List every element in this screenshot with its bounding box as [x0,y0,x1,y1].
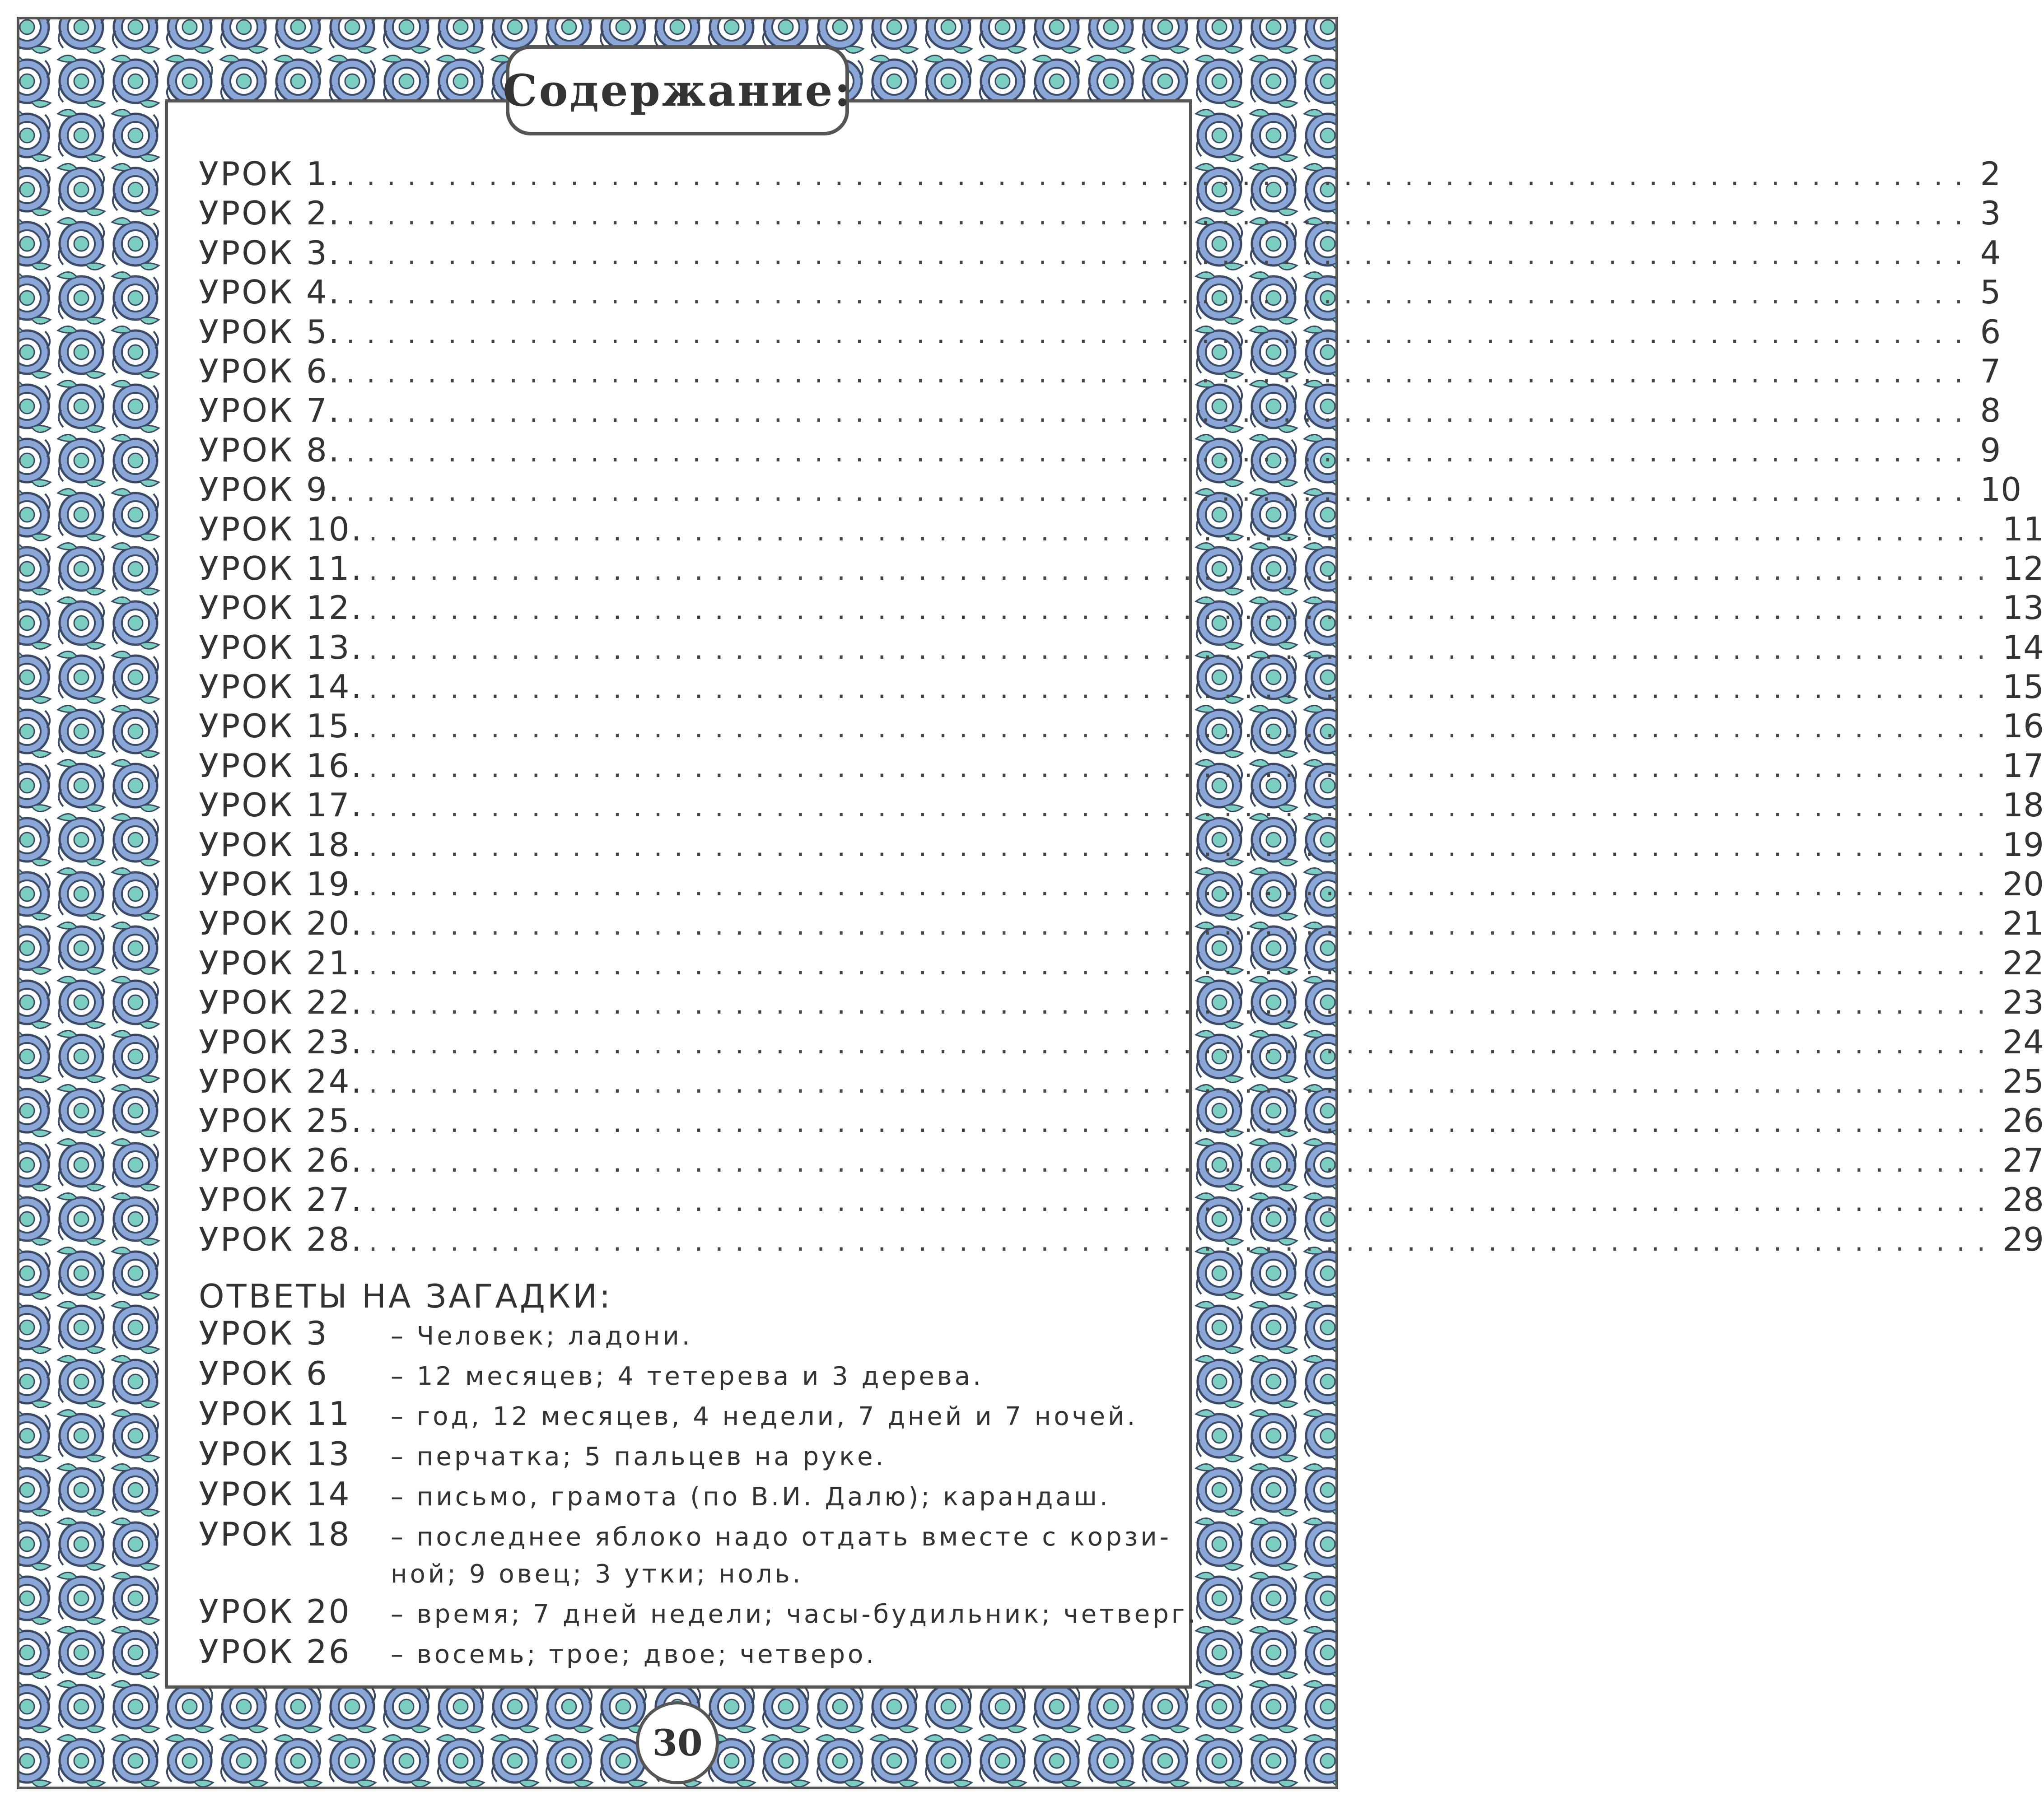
toc-entry-page: 8 [1980,391,2001,430]
toc-entry-label: УРОК 1. [199,155,341,193]
answer-text-continuation: ной; 9 овец; 3 утки; ноль. [391,1559,803,1589]
toc-entry-page: 28 [2002,1181,2044,1219]
toc-leader-dots: ................................................................................ [346,436,1975,468]
toc-entry [199,983,2044,1022]
answer-text: – год, 12 месяцев, 4 недели, 7 дней и 7 ночей. [391,1402,1138,1431]
toc-leader-dots: ................................................................................ [346,160,1975,192]
toc-entry [199,786,2044,825]
toc-leader-dots: ................................................................................ [369,633,1997,666]
toc-entry-label: УРОК 7. [199,391,341,430]
toc-leader-dots: ................................................................................ [369,989,1997,1021]
toc-entry [199,431,2001,470]
toc-leader-dots: ................................................................................ [369,1067,1997,1099]
toc-entry-page: 2 [1980,155,2001,193]
toc-leader-dots: ................................................................................ [346,200,1975,232]
toc-entry-label: УРОК 16. [199,746,364,785]
toc-entry [199,549,2044,588]
toc-entry-label: УРОК 8. [199,431,341,469]
toc-entry [199,667,2044,707]
toc-leader-dots: ................................................................................ [369,831,1997,863]
toc-entry [199,510,2044,549]
toc-entry-page: 5 [1980,273,2001,312]
answer-text: – восемь; трое; двое; четверо. [391,1640,877,1669]
toc-entry [199,707,2044,746]
toc-entry-label: УРОК 28. [199,1220,364,1258]
answer-text: – 12 месяцев; 4 тетерева и 3 дерева. [391,1362,984,1391]
toc-entry-page: 18 [2002,786,2044,824]
answer-row [199,1355,1170,1395]
toc-leader-dots: ................................................................................ [369,791,1997,824]
toc-leader-dots: ................................................................................ [369,870,1997,903]
toc-entry [199,391,2001,430]
toc-entry [199,746,2044,786]
toc-leader-dots: ................................................................................ [369,554,1997,586]
toc-entry-page: 15 [2002,668,2044,706]
toc-entry-page: 10 [1980,470,2022,509]
toc-entry-label: УРОК 19. [199,865,364,903]
answer-row [199,1476,1170,1516]
toc-entry-page: 19 [2002,825,2044,864]
toc-entry [199,944,2044,983]
toc-entry-label: УРОК 21. [199,944,364,982]
toc-leader-dots: ................................................................................ [369,515,1997,547]
toc-entry [199,825,2044,865]
toc-entry-page: 9 [1980,431,2001,469]
answer-lesson-label: УРОК 20 [199,1592,351,1630]
toc-entry-page: 17 [2002,746,2044,785]
toc-entry-page: 11 [2002,510,2044,548]
page-title: Содержание: [503,65,852,116]
answers-heading: ОТВЕТЫ НА ЗАГАДКИ: [199,1277,613,1315]
toc-entry-label: УРОК 25. [199,1102,364,1140]
toc-leader-dots: ................................................................................ [369,1146,1997,1178]
toc-entry-label: УРОК 10. [199,510,364,548]
toc-entry [199,865,2044,904]
answer-lesson-label: УРОК 3 [199,1314,329,1352]
toc-entry-label: УРОК 3. [199,233,341,272]
toc-entry [199,1062,2044,1101]
answer-text: – Человек; ладони. [391,1322,693,1351]
answer-lesson-label: УРОК 6 [199,1354,329,1392]
table-of-contents [199,154,2044,1259]
toc-entry [199,1023,2044,1062]
toc-leader-dots: ................................................................................ [369,1225,1997,1257]
answer-row [199,1315,1170,1355]
toc-leader-dots: ................................................................................ [369,910,1997,942]
toc-entry-page: 12 [2002,549,2044,587]
toc-entry-label: УРОК 12. [199,589,364,627]
toc-entry-label: УРОК 2. [199,194,341,233]
toc-entry [199,312,2001,352]
toc-entry-label: УРОК 13. [199,628,364,666]
answer-text: – перчатка; 5 пальцев на руке. [391,1442,887,1471]
toc-leader-dots: ................................................................................ [346,476,1975,508]
toc-leader-dots: ................................................................................ [369,1107,1997,1139]
answer-lesson-label: УРОК 11 [199,1395,351,1433]
toc-entry-page: 24 [2002,1023,2044,1061]
toc-entry-label: УРОК 14. [199,668,364,706]
toc-entry-label: УРОК 22. [199,983,364,1022]
toc-entry-page: 6 [1980,312,2001,351]
toc-entry-page: 14 [2002,628,2044,666]
toc-entry-label: УРОК 9. [199,470,341,509]
toc-entry [199,1101,2044,1140]
answer-lesson-label: УРОК 26 [199,1633,351,1671]
answer-row [199,1435,1170,1476]
toc-entry-page: 26 [2002,1102,2044,1140]
toc-entry [199,194,2001,233]
answer-row [199,1516,1170,1556]
toc-entry-label: УРОК 11. [199,549,364,587]
toc-leader-dots: ................................................................................ [369,949,1997,981]
toc-entry [199,470,2022,509]
toc-entry-page: 22 [2002,944,2044,982]
toc-leader-dots: ................................................................................ [369,1186,1997,1218]
toc-entry-page: 29 [2002,1220,2044,1258]
toc-leader-dots: ................................................................................ [346,318,1975,350]
toc-entry-page: 16 [2002,707,2044,745]
toc-entry-page: 4 [1980,233,2001,272]
toc-entry [199,1141,2044,1180]
answer-text: – время; 7 дней недели; часы-будильник; четверг. [391,1600,1198,1629]
toc-entry-label: УРОК 20. [199,904,364,943]
toc-entry-label: УРОК 6. [199,352,341,390]
toc-entry-label: УРОК 4. [199,273,341,312]
answer-text: – последнее яблоко надо отдать вместе с корзи- [391,1522,1171,1552]
answer-lesson-label: УРОК 13 [199,1435,351,1473]
toc-entry-page: 13 [2002,589,2044,627]
toc-entry [199,904,2044,943]
toc-leader-dots: ................................................................................ [369,673,1997,705]
toc-entry [199,233,2001,273]
toc-entry [199,588,2044,628]
toc-entry [199,352,2001,391]
toc-entry-label: УРОК 23. [199,1023,364,1061]
toc-leader-dots: ................................................................................ [369,752,1997,784]
toc-leader-dots: ................................................................................ [369,594,1997,626]
toc-entry-label: УРОК 26. [199,1141,364,1179]
toc-entry-page: 25 [2002,1062,2044,1100]
toc-leader-dots: ................................................................................ [346,239,1975,271]
toc-entry-label: УРОК 17. [199,786,364,824]
toc-entry [199,154,2001,194]
toc-entry-page: 23 [2002,983,2044,1022]
toc-entry-label: УРОК 24. [199,1062,364,1100]
page-number-text: 30 [652,1722,703,1764]
toc-leader-dots: ................................................................................ [346,279,1975,311]
answer-row [199,1592,1198,1633]
toc-entry [199,1220,2044,1259]
toc-entry-page: 27 [2002,1141,2044,1179]
answer-row [199,1633,1170,1673]
toc-entry-page: 7 [1980,352,2001,390]
toc-entry-page: 21 [2002,904,2044,943]
answer-text: – письмо, грамота (по В.И. Далю); карандаш. [391,1482,1111,1512]
answers-list [199,1314,1198,1673]
toc-entry-label: УРОК 27. [199,1181,364,1219]
toc-entry-label: УРОК 15. [199,707,364,745]
toc-entry [199,273,2001,312]
toc-entry [199,1180,2044,1220]
toc-entry-label: УРОК 5. [199,312,341,351]
toc-leader-dots: ................................................................................ [369,712,1997,745]
page-number [636,1701,719,1784]
answer-lesson-label: УРОК 18 [199,1515,351,1553]
title-plaque [503,45,852,135]
toc-entry [199,628,2044,667]
toc-entry-label: УРОК 18. [199,825,364,864]
toc-entry-page: 3 [1980,194,2001,233]
riddle-answers [199,1277,1198,1673]
toc-leader-dots: ................................................................................ [346,397,1975,429]
toc-leader-dots: ................................................................................ [346,357,1975,389]
answer-row [199,1395,1170,1435]
toc-entry-page: 20 [2002,865,2044,903]
answer-lesson-label: УРОК 14 [199,1475,351,1513]
toc-leader-dots: ................................................................................ [369,1028,1997,1060]
